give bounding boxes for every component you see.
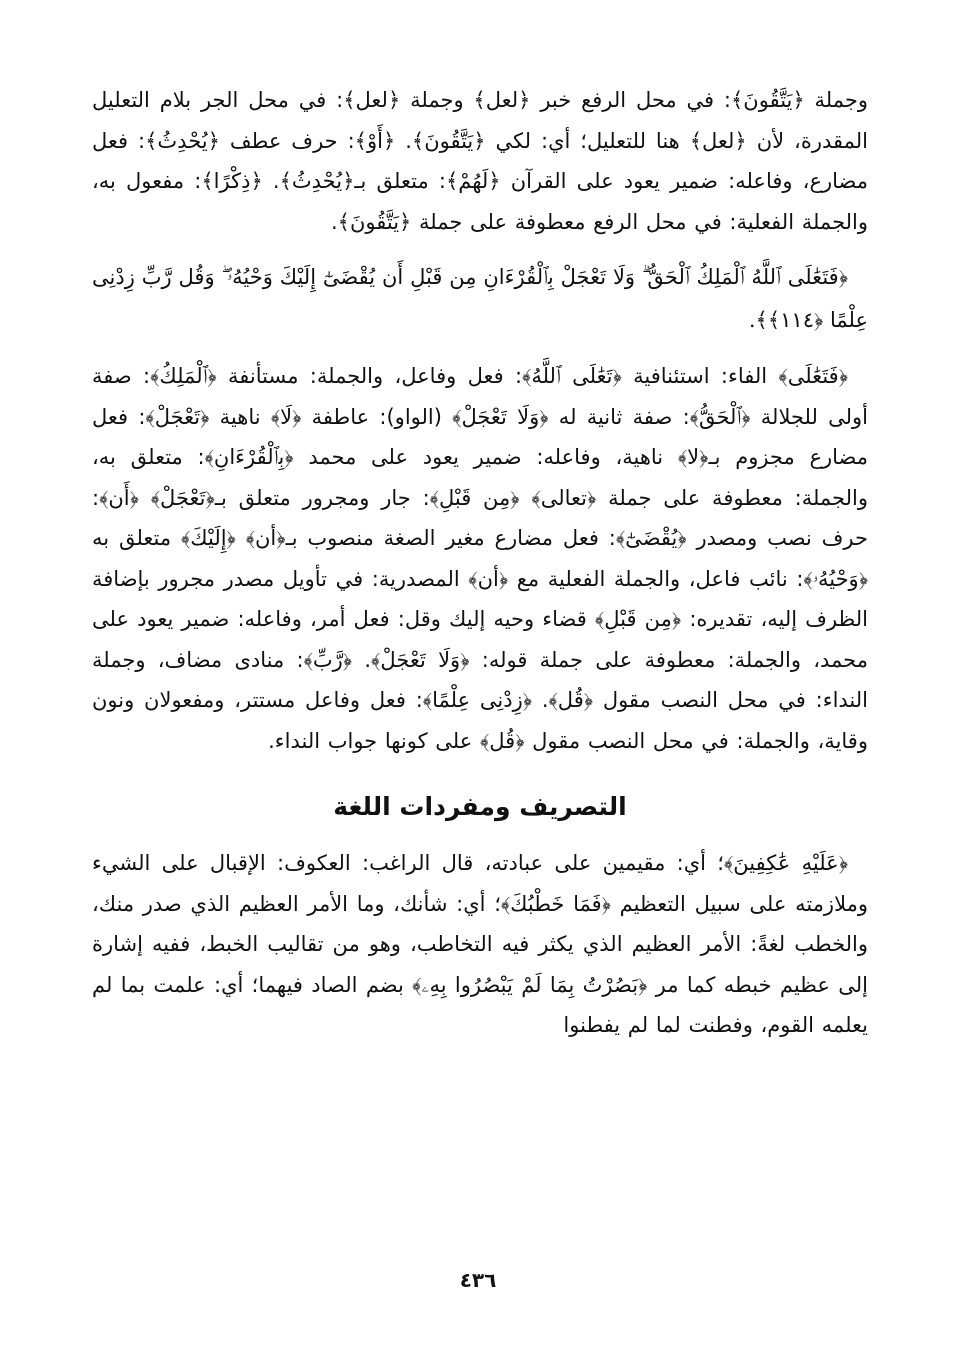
paragraph-syntax-analysis-2: ﴿فَتَعَٰلَى﴾ الفاء: استئنافية ﴿تَعَٰلَى ٱللَّهُ﴾: فعل وفاعل، والجملة: مستأنفة ﴿ٱلْمَلِكُ﴾: صفة أولى للجلالة ﴿ٱلْحَقُّ﴾: صفة ثانية له ﴿وَلَا تَعْجَلْ﴾ (الواو): عاطفة ﴿لَا﴾ ناهية ﴿تَعْجَلْ﴾: فعل مضارع مجزوم بـ﴿لا﴾ ناهية، وفاعله: ضمير يعود على محمد ﴿بِٱلْقُرْءَانِ﴾: متعلق به، والجملة: معطوفة على جملة ﴿تعالى﴾ ﴿مِن قَبْلِ﴾: جار ومجرور متعلق بـ﴿تَعْجَلْ﴾ ﴿أَن﴾: حرف نصب ومصدر ﴿يُقْضَىٰٓ﴾: فعل مضارع مغير الصغة منصوب بـ﴿أن﴾ ﴿إِلَيْكَ﴾ متعلق به ﴿وَحْيُهُۥ﴾: نائب فاعل، والجملة الفعلية مع ﴿أن﴾ المصدرية: في تأويل مصدر مجرور بإضافة الظرف إليه، تقديره: ﴿مِن قَبْلِ﴾ قضاء وحيه إليك وقل: فعل أمر، وفاعله: ضمير يعود على محمد، والجملة: معطوفة على جملة قوله: ﴿وَلَا تَعْجَلْ﴾. ﴿رَّبِّ﴾: منادى مضاف، وجملة النداء: في محل النصب مقول ﴿قُل﴾. ﴿زِدْنِى عِلْمًا﴾: فعل وفاعل مستتر، ومفعولان ونون وقاية، والجملة: في محل النصب مقول ﴿قُل﴾ على كونها جواب النداء.	[92, 364, 868, 753]
page-number: ٤٣٦	[459, 1268, 497, 1292]
quran-verse: ﴿فَتَعَٰلَى ٱللَّهُ ٱلْمَلِكُ ٱلْحَقُّ ۗ وَلَا تَعْجَلْ بِٱلْقُرْءَانِ مِن قَبْلِ أَن يُقْضَىٰٓ إِلَيْكَ وَحْيُهُۥ ۖ وَقُل رَّبِّ زِدْنِى عِلْمًا ﴿١١٤﴾﴾.	[92, 265, 868, 332]
paragraph-vocabulary: ﴿عَلَيْهِ عَٰكِفِينَ﴾؛ أي: مقيمين على عبادته، قال الراغب: العكوف: الإقبال على الشيء وملازمته على سبيل التعظيم ﴿فَمَا خَطْبُكَ﴾؛ أي: شأنك، وما الأمر العظيم الذي صدر منك، والخطب لغةً: الأمر العظيم الذي يكثر فيه التخاطب، وهو من تقاليب الخبط، ففيه إشارة إلى عظيم خبطه كما مر ﴿بَصُرْتُ بِمَا لَمْ يَبْصُرُوا بِهِۦ﴾ بضم الصاد فيهما؛ أي: علمت بما لم يعلمه القوم، وفطنت لما لم يفطنوا	[92, 851, 868, 1037]
section-heading: التصريف ومفردات اللغة	[333, 792, 627, 821]
document-page	[92, 80, 868, 1320]
paragraph-syntax-analysis-1: وجملة ﴿يَتَّقُونَ﴾: في محل الرفع خبر ﴿لعل﴾ وجملة ﴿لعل﴾: في محل الجر بلام التعليل المقدرة، لأن ﴿لعل﴾ هنا للتعليل؛ أي: لكي ﴿يَتَّقُونَ﴾. ﴿أَوْ﴾: حرف عطف ﴿يُحْدِثُ﴾: فعل مضارع، وفاعله: ضمير يعود على القرآن ﴿لَهُمْ﴾: متعلق بـ﴿يُحْدِثُ﴾. ﴿ذِكْرًا﴾: مفعول به، والجملة الفعلية: في محل الرفع معطوفة على جملة ﴿يَتَّقُونَ﴾.	[92, 88, 868, 234]
